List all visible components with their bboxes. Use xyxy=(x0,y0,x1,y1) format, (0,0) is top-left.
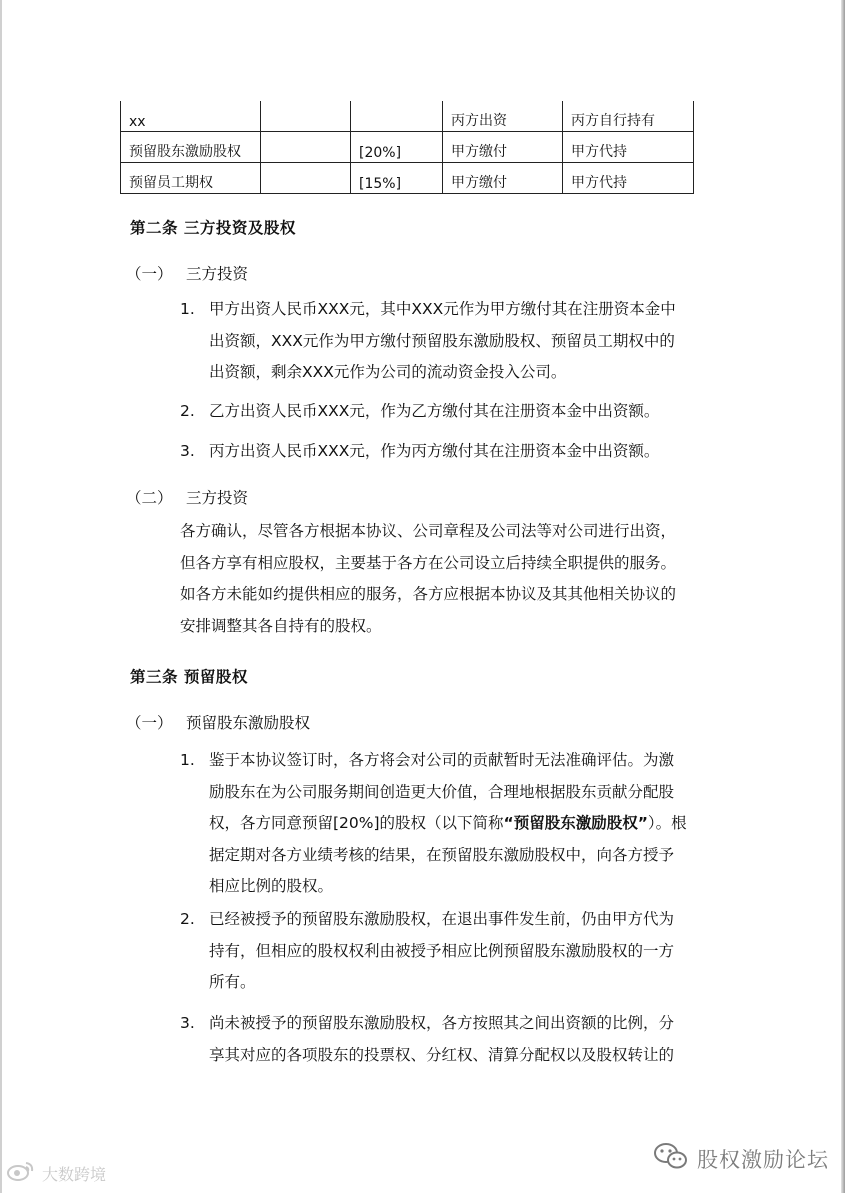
subsection-title: 三方投资 xyxy=(186,265,249,283)
item-text: ）。根 xyxy=(647,814,687,832)
item-line: 持有，但相应的股权权利由被授予相应比例预留股东激励股权的一方 xyxy=(209,941,675,960)
item-line: 相应比例的股权。 xyxy=(209,877,334,895)
table-cell xyxy=(261,132,351,163)
item-line: 乙方出资人民币XXX元，作为乙方缴付其在注册资本金中出资额。 xyxy=(209,402,660,420)
table-cell: 甲方缴付 xyxy=(443,163,563,194)
page-edge-shadow xyxy=(841,0,845,1193)
table-cell: xx xyxy=(121,101,261,132)
item-line: 所有。 xyxy=(209,973,256,991)
table-cell xyxy=(261,163,351,194)
shareholding-table xyxy=(120,101,694,194)
item-number: 3. xyxy=(180,1014,195,1032)
table-row xyxy=(121,163,694,194)
para-line: 各方确认，尽管各方根据本协议、公司章程及公司法等对公司进行出资， xyxy=(180,522,677,540)
page-edge xyxy=(0,0,2,1193)
item-number: 1. xyxy=(180,751,195,769)
table-cell: 丙方自行持有 xyxy=(563,101,694,132)
para-line: 但各方享有相应股权，主要基于各方在公司设立后持续全职提供的服务。 xyxy=(180,553,677,572)
table-cell: [15%] xyxy=(351,163,443,194)
article-2-title: 第二条 三方投资及股权 xyxy=(130,219,296,237)
wechat-icon xyxy=(653,1141,689,1176)
item-line: 享其对应的各项股东的投票权、分红权、清算分配权以及股权转让的 xyxy=(209,1045,675,1064)
article-3-subsection-1 xyxy=(126,711,310,733)
table-cell: 甲方代持 xyxy=(563,132,694,163)
para-line: 如各方未能如约提供相应的服务，各方应根据本协议及其其他相关协议的 xyxy=(180,585,677,603)
table-row xyxy=(121,132,694,163)
table-cell: 预留员工期权 xyxy=(121,163,261,194)
article-2-subsection-1 xyxy=(126,262,248,284)
item-line: 出资额，剩余XXX元作为公司的流动资金投入公司。 xyxy=(209,363,567,381)
weibo-icon xyxy=(6,1160,36,1186)
table-cell: 甲方代持 xyxy=(563,163,694,194)
table-cell: [20%] xyxy=(351,132,443,163)
item-line: 甲方出资人民币XXX元，其中XXX元作为甲方缴付其在注册资本金中 xyxy=(209,300,676,318)
item-line: 据定期对各方业绩考核的结果，在预留股东激励股权中，向各方授予 xyxy=(209,845,675,864)
article-2-subsection-2 xyxy=(126,486,248,508)
table-cell xyxy=(351,101,443,132)
item-line: 鉴于本协议签订时，各方将会对公司的贡献暂时无法准确评估。为激 xyxy=(209,751,675,769)
item-number: 2. xyxy=(180,910,195,928)
item-line: 已经被授予的预留股东激励股权，在退出事件发生前，仍由甲方代为 xyxy=(209,910,675,928)
para-line: 安排调整其各自持有的股权。 xyxy=(180,616,382,635)
item-line: 励股东在为公司服务期间创造更大价值，合理地根据股东贡献分配股 xyxy=(209,782,675,801)
watermark-left-text: 大数跨境 xyxy=(42,1164,107,1184)
item-text: 权，各方同意预留[20%]的股权（以下简称 xyxy=(209,814,504,832)
table-cell: 甲方缴付 xyxy=(443,132,563,163)
subsection-title: 预留股东激励股权 xyxy=(186,714,311,732)
item-number: 1. xyxy=(180,300,195,318)
item-line: 丙方出资人民币XXX元，作为丙方缴付其在注册资本金中出资额。 xyxy=(209,442,660,460)
item-number: 3. xyxy=(180,442,195,460)
item-line: 出资额，XXX元作为甲方缴付预留股东激励股权、预留员工期权中的 xyxy=(209,331,675,350)
item-number: 2. xyxy=(180,402,195,420)
table-row xyxy=(121,101,694,132)
item-line xyxy=(209,808,714,840)
defined-term: “预留股东激励股权” xyxy=(503,814,648,832)
table-cell xyxy=(261,101,351,132)
table-cell: 预留股东激励股权 xyxy=(121,132,261,163)
article-2-paragraph xyxy=(180,516,720,642)
watermark-right-text: 股权激励论坛 xyxy=(697,1147,829,1172)
subsection-number: （二） xyxy=(126,489,173,507)
subsection-title: 三方投资 xyxy=(186,489,249,507)
article-3-title: 第三条 预留股权 xyxy=(130,668,248,686)
subsection-number: （一） xyxy=(126,714,173,732)
table-cell: 丙方出资 xyxy=(443,101,563,132)
subsection-number: （一） xyxy=(126,265,173,283)
watermark-left xyxy=(6,1160,106,1186)
item-line: 尚未被授予的预留股东激励股权，各方按照其之间出资额的比例，分 xyxy=(209,1014,675,1032)
watermark-right xyxy=(653,1141,829,1176)
